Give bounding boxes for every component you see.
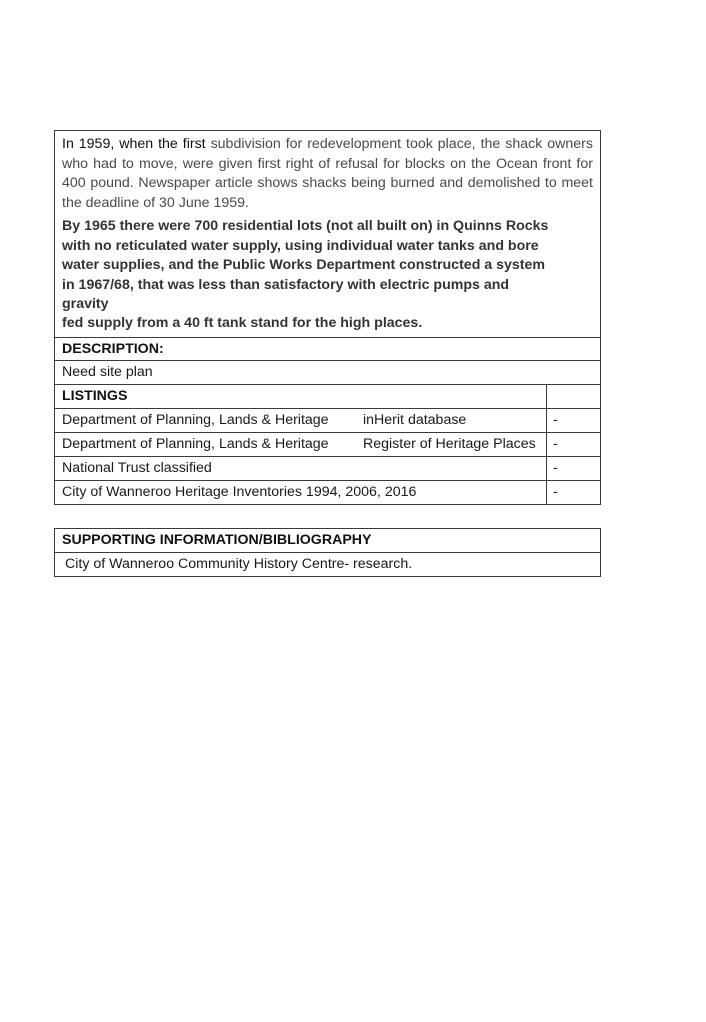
history-paragraph-1-rest: subdivision for redevelopment took place, the shack owners who had to move, were given first right of refusal for blocks on the Ocean front for 400 pound. Newspaper article shows shacks being burned and demolished to meet the deadline of 30 June 1959.	[62, 136, 593, 211]
listing-source-cell	[55, 481, 547, 505]
history-paragraph-2-line: fed supply from a 40 ft tank stand for the high places.	[62, 315, 423, 332]
history-paragraph-2-line: with no reticulated water supply, using individual water tanks and bore	[62, 237, 539, 254]
listing-row	[55, 433, 601, 457]
history-table	[54, 130, 601, 385]
history-paragraph-2-line: in 1967/68, that was less than satisfactory with electric pumps and gravity	[62, 276, 510, 312]
history-paragraph-2	[62, 217, 552, 333]
listing-row	[55, 457, 601, 481]
listing-source-cell	[55, 433, 547, 457]
supporting-entry-row	[55, 553, 601, 577]
description-value: Need site plan	[55, 360, 601, 384]
supporting-table	[54, 528, 601, 577]
listing-detail: Register of Heritage Places	[363, 436, 536, 452]
listing-row	[55, 481, 601, 505]
listing-detail: inHerit database	[363, 412, 467, 428]
history-paragraph-2-line: By 1965 there were 700 residential lots (not all built on) in Quinns Rocks	[62, 218, 549, 235]
supporting-heading: SUPPORTING INFORMATION/BIBLIOGRAPHY	[55, 529, 601, 553]
history-paragraph-1	[62, 135, 593, 213]
listings-header-empty-cell	[547, 385, 601, 409]
description-value-row	[55, 360, 601, 384]
listing-value: -	[547, 409, 601, 433]
listing-value: -	[547, 433, 601, 457]
listing-source: National Trust classified	[62, 460, 212, 476]
supporting-entry: City of Wanneroo Community History Centre- research.	[55, 553, 601, 577]
description-heading: DESCRIPTION:	[55, 337, 601, 360]
listing-value: -	[547, 457, 601, 481]
history-cell	[55, 131, 601, 338]
listing-source: City of Wanneroo Heritage Inventories 1994, 2006, 2016	[62, 484, 417, 500]
listings-heading: LISTINGS	[55, 385, 547, 409]
history-paragraph-2-line: water supplies, and the Public Works Department constructed a system	[62, 257, 546, 274]
listing-source-cell	[55, 409, 547, 433]
listings-header-row	[55, 385, 601, 409]
listings-table	[54, 384, 601, 505]
listing-row	[55, 409, 601, 433]
history-row	[55, 131, 601, 338]
listing-source-cell	[55, 457, 547, 481]
listing-source: Department of Planning, Lands & Heritage	[62, 436, 329, 452]
supporting-header-row	[55, 529, 601, 553]
listing-value: -	[547, 481, 601, 505]
listing-source: Department of Planning, Lands & Heritage	[62, 412, 329, 428]
description-heading-row	[55, 337, 601, 360]
history-paragraph-1-lead: In 1959, when the first	[62, 136, 206, 152]
